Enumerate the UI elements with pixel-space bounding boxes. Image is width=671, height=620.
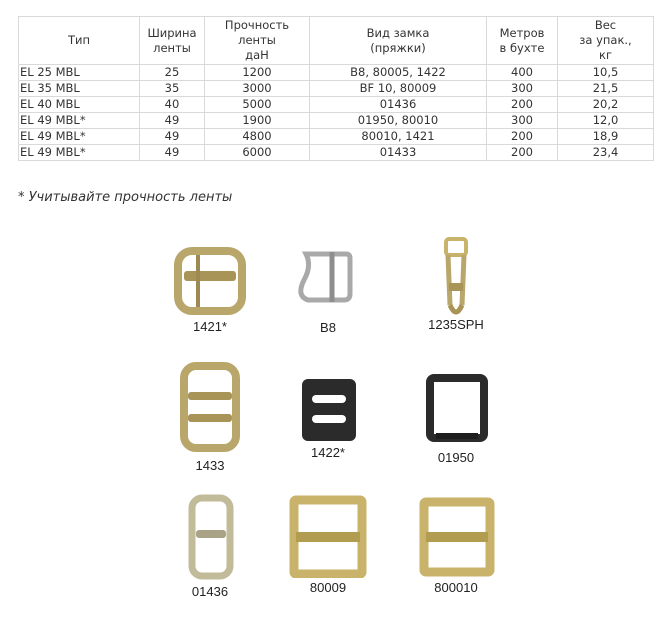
col-type: Тип: [19, 17, 140, 65]
cell-meters: 400: [487, 65, 558, 81]
buckle-800010: [396, 494, 516, 595]
buckle-1421: [150, 245, 270, 334]
black-plate-buckle-icon: [288, 375, 368, 445]
cell-meters: 300: [487, 81, 558, 97]
cell-weight: 12,0: [558, 113, 654, 129]
table-row: [19, 81, 654, 97]
cell-width: 49: [140, 113, 205, 129]
small-frame-buckle-icon: [170, 494, 250, 580]
footnote: * Учитывайте прочность ленты: [18, 190, 233, 205]
buckle-label: 01950: [437, 450, 475, 465]
cell-strength: 4800: [205, 129, 310, 145]
buckle-label: 1235SPH: [428, 317, 484, 332]
buckle-label: 800010: [434, 580, 478, 595]
cell-buckle: B8, 80005, 1422: [310, 65, 487, 81]
cell-weight: 20,2: [558, 97, 654, 113]
buckle-01950: [396, 372, 516, 465]
cell-strength: 3000: [205, 81, 310, 97]
buckle-01436: [150, 494, 270, 599]
col-meters: Метров в бухте: [487, 17, 558, 65]
cell-strength: 6000: [205, 145, 310, 161]
cell-weight: 21,5: [558, 81, 654, 97]
cell-type: EL 35 MBL: [19, 81, 140, 97]
cell-weight: 18,9: [558, 129, 654, 145]
col-buckle: Вид замка (пряжки): [310, 17, 487, 65]
cell-type: EL 25 MBL: [19, 65, 140, 81]
buckle-label: B8: [320, 320, 336, 335]
buckle-1422: [268, 375, 388, 460]
forged-buckle-icon: [170, 362, 250, 452]
cell-strength: 5000: [205, 97, 310, 113]
cell-width: 35: [140, 81, 205, 97]
table-row: [19, 129, 654, 145]
table-row: [19, 145, 654, 161]
buckle-label: 1422*: [311, 445, 345, 460]
buckle-b8: [268, 240, 388, 335]
buckle-label: 1421*: [193, 319, 227, 334]
cell-width: 49: [140, 129, 205, 145]
table-row: [19, 97, 654, 113]
cell-weight: 10,5: [558, 65, 654, 81]
cell-weight: 23,4: [558, 145, 654, 161]
buckle-label: 01436: [191, 584, 229, 599]
buckle-1433: [150, 362, 270, 473]
cell-width: 40: [140, 97, 205, 113]
cell-buckle: 01433: [310, 145, 487, 161]
cell-buckle: 01436: [310, 97, 487, 113]
plated-buckle-icon: [414, 494, 498, 578]
cell-meters: 200: [487, 97, 558, 113]
spec-table: [18, 16, 654, 161]
col-strength: Прочность ленты даН: [205, 17, 310, 65]
cell-meters: 200: [487, 129, 558, 145]
lashing-buckle-icon: [170, 245, 250, 317]
cell-buckle: BF 10, 80009: [310, 81, 487, 97]
cell-strength: 1200: [205, 65, 310, 81]
cell-width: 25: [140, 65, 205, 81]
cell-meters: 200: [487, 145, 558, 161]
buckle-label: 80009: [309, 580, 347, 595]
col-weight: Вес за упак., кг: [558, 17, 654, 65]
cell-meters: 300: [487, 113, 558, 129]
table-row: [19, 65, 654, 81]
buckle-label: 1433: [195, 458, 225, 473]
cell-width: 49: [140, 145, 205, 161]
buckle-1235sph: [396, 235, 516, 332]
table-row: [19, 113, 654, 129]
wire-buckle-icon: [288, 240, 368, 312]
cell-buckle: 80010, 1421: [310, 129, 487, 145]
cell-buckle: 01950, 80010: [310, 113, 487, 129]
cell-type: EL 49 MBL*: [19, 129, 140, 145]
table-header-row: [19, 17, 654, 65]
cell-type: EL 49 MBL*: [19, 145, 140, 161]
cell-type: EL 49 MBL*: [19, 113, 140, 129]
hook-buckle-icon: [416, 235, 496, 321]
cell-strength: 1900: [205, 113, 310, 129]
cell-type: EL 40 MBL: [19, 97, 140, 113]
plated-buckle-icon: [286, 494, 370, 578]
buckle-80009: [268, 494, 388, 595]
col-width: Ширина ленты: [140, 17, 205, 65]
black-frame-buckle-icon: [416, 372, 496, 444]
